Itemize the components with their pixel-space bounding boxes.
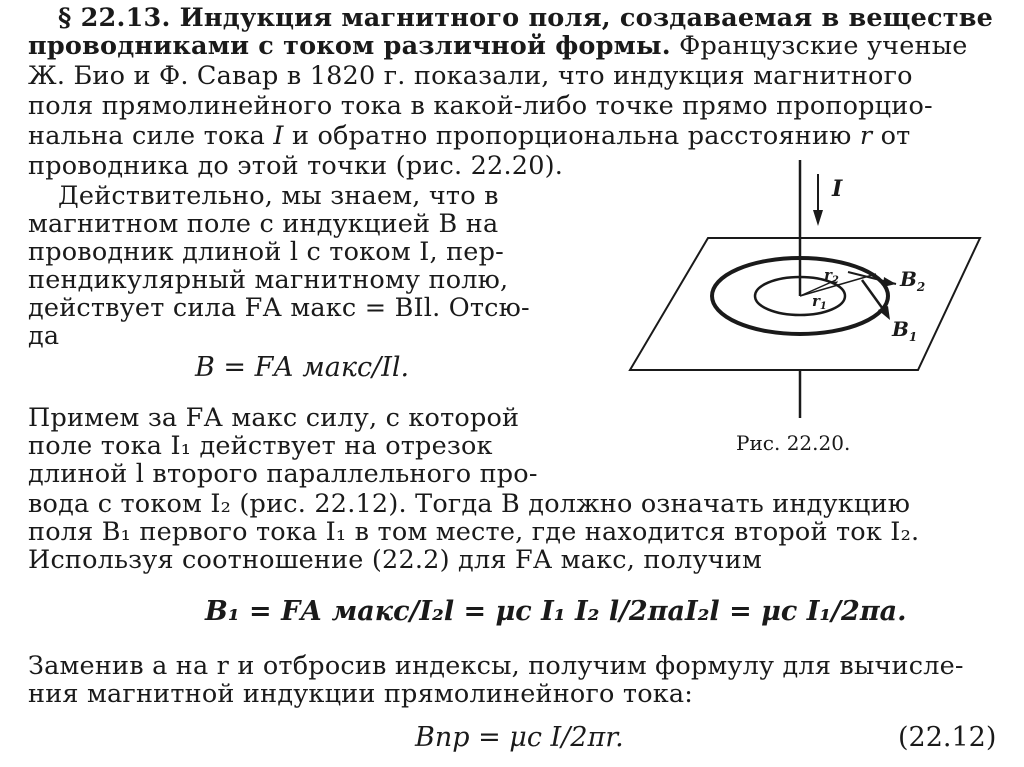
p1-line-4: пендикулярный магнитному полю, (28, 265, 509, 295)
current-label: I (832, 176, 843, 202)
p1-line-3: проводник длиной l с током I, пер- (28, 237, 504, 267)
r2-label: $r_2$ (824, 266, 839, 286)
b2-label: $B_2$ (900, 267, 926, 294)
figure-22-20 (600, 160, 1000, 460)
p4-line-1: Заменив a на r и отбросив индексы, получим формулу для вычисле- (28, 651, 964, 681)
b1-label: $B_1$ (892, 317, 918, 344)
formula-b1: B₁ = FА макс/I₂l = μс I₁ I₂ l/2πaI₂l = μс I₁/2πa. (205, 596, 907, 627)
section-heading-line-1 (58, 4, 993, 32)
figure-caption: Рис. 22.20. (736, 431, 851, 455)
p3-line-3: Используя соотношение (22.2) для FА макс, получим (28, 545, 762, 575)
section-heading-line-2: проводниками с током различной формы. Французские ученые (28, 31, 968, 61)
formula-b: B = FА макс/Il. (195, 352, 410, 383)
intro-line-4: поля прямолинейного тока в какой-либо точке прямо пропорцио- (28, 91, 933, 121)
p2-line-2: поле тока I₁ действует на отрезок (28, 431, 493, 461)
p3-line-1: вода с током I₂ (рис. 22.12). Тогда B должно означать индукцию (28, 489, 911, 519)
p4-line-2: ния магнитной индукции прямолинейного тока: (28, 679, 694, 709)
intro-line-6: проводника до этой точки (рис. 22.20). (28, 151, 564, 181)
current-arrowhead (813, 210, 823, 226)
r1-label: $r_1$ (812, 292, 827, 312)
p2-line-3: длиной l второго параллельного про- (28, 459, 538, 489)
p1-line-2: магнитном поле с индукцией B на (28, 209, 499, 239)
intro-line-5: нальна силе тока I и обратно пропорциональна расстоянию r от (28, 121, 911, 151)
intro-line-3: Ж. Био и Ф. Савар в 1820 г. показали, что индукция магнитного (28, 61, 913, 91)
section-heading-cont: проводниками с током различной формы. (28, 31, 671, 61)
p1-line-6: да (28, 321, 60, 351)
formula-bpr: Bпр = μс I/2πr. (415, 722, 624, 753)
p2-line-1: Примем за FА макс силу, с которой (28, 403, 520, 433)
p1-line-5: действует сила FА макс = BIl. Отсю- (28, 293, 530, 323)
vector-b2-head (883, 277, 896, 287)
p3-line-2: поля B₁ первого тока I₁ в том месте, где находится второй ток I₂. (28, 517, 920, 547)
equation-number: (22.12) (898, 722, 997, 753)
p1-line-1: Действительно, мы знаем, что в (58, 181, 499, 211)
section-heading: § 22.13. Индукция магнитного поля, создаваемая в веществе (58, 3, 994, 33)
